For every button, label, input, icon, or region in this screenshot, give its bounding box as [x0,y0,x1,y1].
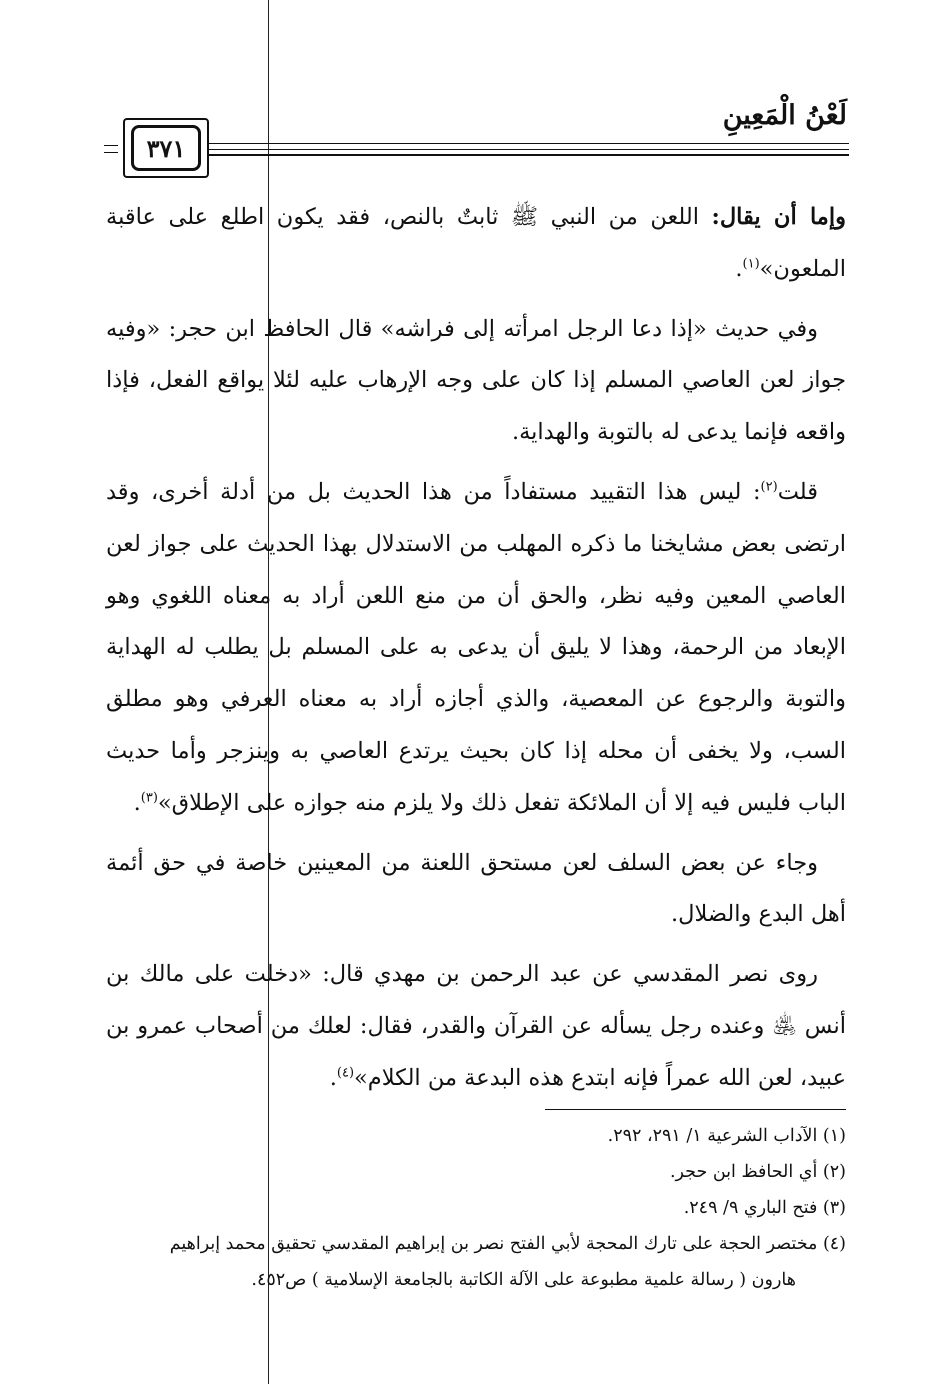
header-dash [104,145,118,146]
header-rule [208,149,849,150]
paragraph-text: : ليس هذا التقييد مستفاداً من هذا الحديث بل من أدلة أخرى، وقد ارتضى بعض مشايخنا ما ذكره المهلب من الاستدلال بهذا الحديث على جواز لعن العاصي المعين وفيه نظر، والحق أن من منع اللعن أراد به معناه اللغوي وهو الإبعاد من الرحمة، وهذا لا يليق أن يدعى به على المسلم بل يطلب له الهداية والتوبة والرجوع عن المعصية، والذي أجازه أراد به معناه العرفي وهو مطلق السب، ولا يخفى أن محله إذا كان بحيث يرتدع العاصي به وينزجر وأما حديث الباب فليس فيه إلا أن الملائكة تفعل ذلك ولا يلزم منه جوازه على الإطلاق» [106,478,846,816]
header-rule [208,154,849,156]
header-rule [208,143,849,144]
paragraph-text: وجاء عن بعض السلف لعن مستحق اللعنة من المعينين خاصة في حق أئمة أهل البدع والضلال. [106,849,846,928]
paragraph [106,304,846,459]
footnote-ref[interactable]: (١) [742,256,760,272]
paragraph-lead: قلت [777,478,818,505]
paragraph [106,192,846,296]
paragraph-end: . [735,255,743,282]
page-number-frame [123,118,209,178]
footnote-ref[interactable]: (٢) [760,479,778,495]
footnote-item: (١) الآداب الشرعية ١/ ٢٩١، ٢٩٢. [607,1126,846,1146]
main-text [106,192,846,1113]
footnote-ref[interactable]: (٣) [140,790,158,806]
footnotes [104,1118,846,1298]
paragraph-text: وفي حديث «إذا دعا الرجل امرأته إلى فراشه» قال الحافظ ابن حجر: «وفيه جواز لعن العاصي المسلم إذا كان على وجه الإرهاب عليه لئلا يواقع الفعل، فإذا واقعه فإنما يدعى له بالتوبة والهداية. [106,315,846,446]
paragraph-text: روى نصر المقدسي عن عبد الرحمن بن مهدي قال: «دخلت على مالك بن أنس ﵁ وعنده رجل يسأله عن القرآن والقدر، فقال: لعلك من أصحاب عمرو بن عبيد، لعن الله عمراً فإنه ابتدع هذه البدعة من الكلام» [106,961,846,1091]
running-title: لَعْنُ الْمَعِينِ [722,100,847,131]
footnote-item: (٢) أي الحافظ ابن حجر. [669,1162,846,1182]
footnote-ref[interactable]: (٤) [336,1065,355,1081]
paragraph-end: . [133,789,141,816]
footnote-continuation: هارون ( رسالة علمية مطبوعة على الآلة الكاتبة بالجامعة الإسلامية ) ص٤٥٢. [251,1270,796,1290]
paragraph [106,467,846,830]
header-dash [104,152,118,153]
footnote-item: (٤) مختصر الحجة على تارك المحجة لأبي الفتح نصر بن إبراهيم المقدسي تحقيق محمد إبراهيم [169,1234,846,1254]
paragraph-text: اللعن من النبي ﷺ ثابتٌ بالنص، فقد يكون اطلع على عاقبة الملعون» [106,204,846,282]
page-number: ٣٧١ [131,125,201,171]
paragraph [106,949,846,1104]
footnote-item: (٣) فتح الباري ٩/ ٢٤٩. [683,1198,846,1218]
paragraph-end: . [329,1064,337,1091]
footnote-separator [545,1109,846,1110]
paragraph-lead: وإما أن يقال: [711,204,846,230]
paragraph [106,838,846,942]
